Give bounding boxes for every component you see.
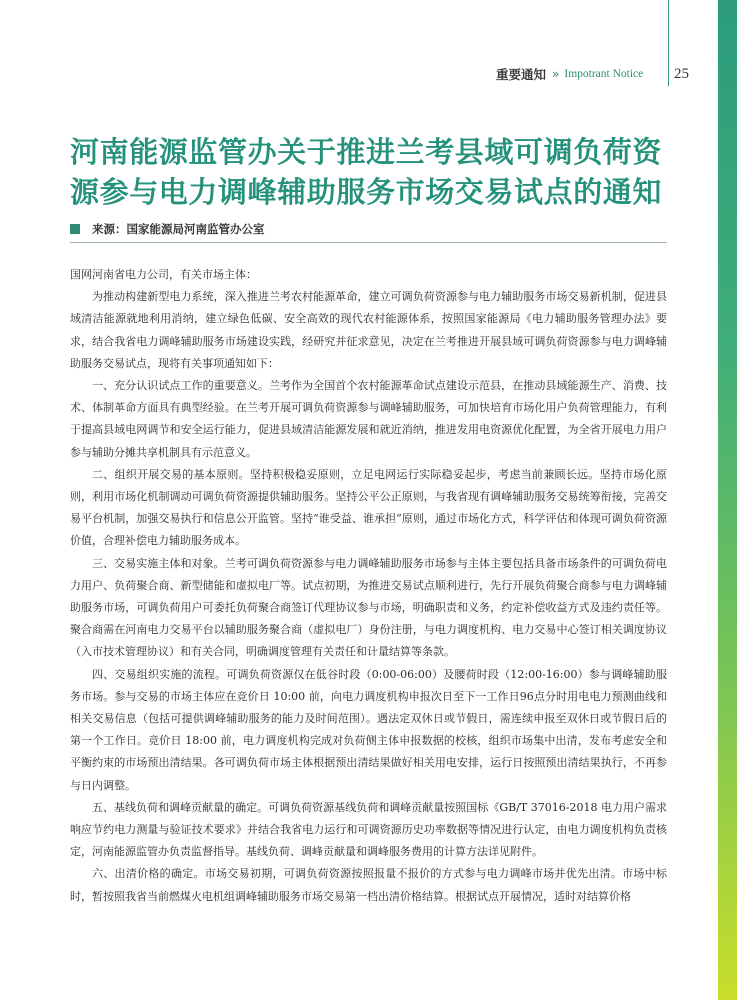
article-title <box>70 132 680 212</box>
double-chevron-icon: » <box>552 67 557 81</box>
square-bullet-icon <box>70 224 80 234</box>
article-body <box>70 264 667 908</box>
article-title-line-1: 河南能源监管办关于推进兰考县域可调负荷资 <box>70 135 663 169</box>
side-color-bar <box>718 0 737 1000</box>
paragraph-5: 五、基线负荷和调峰贡献量的确定。可调负荷资源基线负荷和调峰贡献量按照国标《GB/T 37016-2018 电力用户需求响应节约电力测量与验证技术要求》并结合我省电力运行和可调资源历史功率数据等情况进行认定，由电力调度机构负责核定，河南能源监管办负责监督指导。基线负荷、调峰贡献量和调峰服务费用的计算方法详见附件。 <box>70 800 667 859</box>
paragraph-3: 三、交易实施主体和对象。兰考可调负荷资源参与电力调峰辅助服务市场参与主体主要包括具备市场条件的可调负荷电力用户、负荷聚合商、新型储能和虚拟电厂等。试点初期，为推进交易试点顺利进行，先行开展负荷聚合商参与电力调峰辅助服务市场，可调负荷用户可委托负荷聚合商签订代理协议参与市场，明确职责和义务，约定补偿收益方式及违约责任等。聚合商需在河南电力交易平台以辅助服务聚合商（虚拟电厂）身份注册，与电力调度机构、电力交易中心签订相关调度协议（入市技术管理协议）和有关合同，明确调度管理有关责任和计量结算等条款。 <box>70 556 667 659</box>
source-text: 来源：国家能源局河南监管办公室 <box>92 222 265 236</box>
source-divider <box>70 242 667 243</box>
paragraph-1: 一、充分认识试点工作的重要意义。兰考作为全国首个农村能源革命试点建设示范县，在推动县域能源生产、消费、技术、体制革命方面具有典型经验。在兰考开展可调负荷资源参与调峰辅助服务，可加快培育市场化用户负荷管理能力，有利于提高县域电网调节和安全运行能力，促进县域清洁能源发展和就近消纳，推进发用电资源优化配置，为全省开展电力用户参与辅助分摊共享机制具有示范意义。 <box>70 379 667 459</box>
page-header <box>496 64 689 84</box>
section-title-en: Impotrant Notice <box>564 68 644 80</box>
header-vertical-rule <box>668 0 669 86</box>
greeting-line: 国网河南省电力公司，有关市场主体： <box>70 268 257 281</box>
paragraph-2: 二、组织开展交易的基本原则。坚持积极稳妥原则，立足电网运行实际稳妥起步，考虑当前兼顾长远。坚持市场化原则，利用市场化机制调动可调负荷资源提供辅助服务。坚持公平公正原则，与我省现有调峰辅助服务交易统筹衔接，完善交易平台机制，加强交易执行和信息公开监管。坚持“谁受益、谁承担”原则，通过市场化方式，科学评估和体现可调负荷资源价值，合理补偿电力辅助服务成本。 <box>70 467 667 548</box>
page-number: 25 <box>674 66 689 82</box>
paragraph-6: 六、出清价格的确定。市场交易初期，可调负荷资源按照报量不报价的方式参与电力调峰市场并优先出清。市场中标时，暂按照我省当前燃煤火电机组调峰辅助服务市场交易第一档出清价格结算。根据试点开展情况，适时对结算价格 <box>70 867 667 903</box>
article-source <box>70 222 265 236</box>
paragraph-4: 四、交易组织实施的流程。可调负荷资源仅在低谷时段（0:00-06:00）及腰荷时段（12:00-16:00）参与调峰辅助服务市场。参与交易的市场主体应在竞价日 10:00 前，向电力调度机构申报次日至下一工作日96点分时用电电力预测曲线和相关交易信息（包括可提供调峰辅助服务的能力及时间范围）。遇法定双休日或节假日，需连续申报至双休日或节假日后的第一个工作日。竞价日 18:00 前，电力调度机构完成对负荷侧主体申报数据的校核，组织市场集中出清，发布考虑安全和平衡约束的市场预出清结果。各可调负荷市场主体根据预出清结果做好相关用电安排，运行日按照预出清结果执行，不再参与日内调整。 <box>70 667 667 792</box>
article-title-line-2: 源参与电力调峰辅助服务市场交易试点的通知 <box>70 175 663 209</box>
paragraph-intro: 为推动构建新型电力系统，深入推进兰考农村能源革命，建立可调负荷资源参与电力辅助服务市场交易新机制，促进县域清洁能源就地利用消纳，建立绿色低碳、安全高效的现代农村能源体系，按照国家能源局《电力辅助服务管理办法》要求，结合我省电力调峰辅助服务市场建设实践，经研究并征求意见，决定在兰考推进开展县域可调负荷资源参与电力调峰辅助服务交易试点，现将有关事项通知如下： <box>70 290 667 370</box>
section-title-cn: 重要通知 <box>496 67 547 82</box>
